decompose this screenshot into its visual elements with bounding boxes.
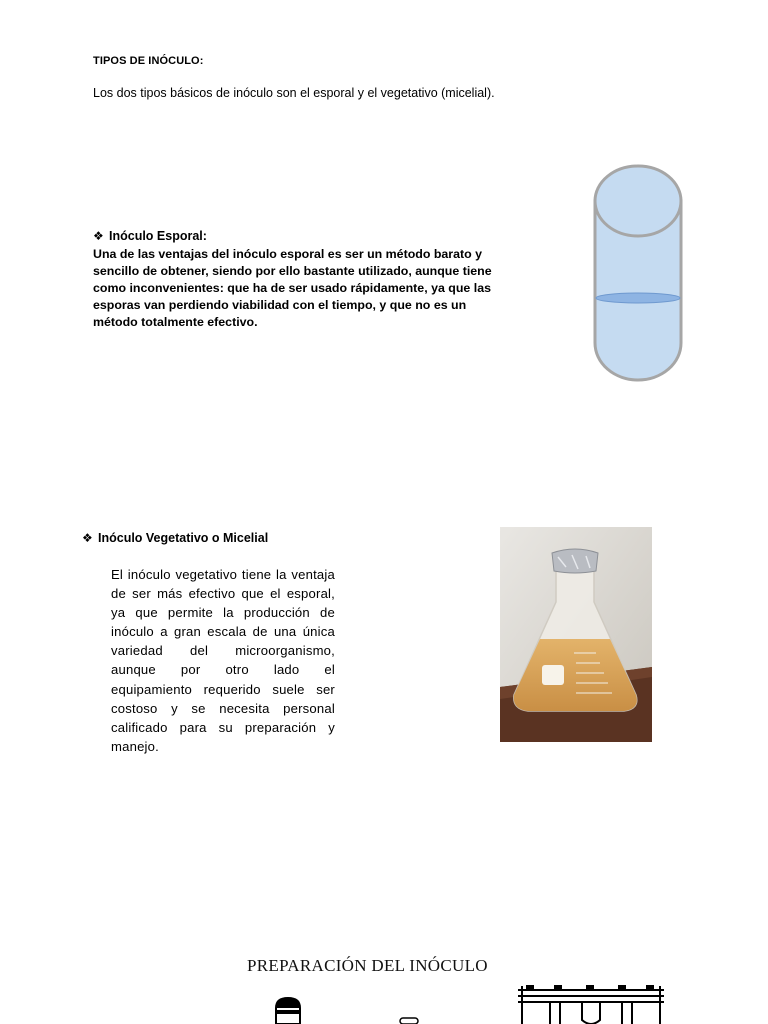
diamond-bullet-icon: ❖ xyxy=(82,531,93,545)
flask-photo xyxy=(500,527,652,742)
section-heading: TIPOS DE INÓCULO: xyxy=(93,55,204,67)
vegetativo-section-title xyxy=(82,531,268,545)
inoculum-preparation-diagram xyxy=(260,980,680,1024)
vegetativo-paragraph: El inóculo vegetativo tiene la ventaja de ser más efectivo que el esporal, ya que permite la producción de inóculo a gran escala de una única variedad del microorganismo, aunque por otro lado el equipamiento requerido suele ser costoso y se necesita personal calificado para su preparación y manejo. xyxy=(111,567,335,754)
esporal-section-title xyxy=(93,229,207,243)
esporal-title-text: Inóculo Esporal: xyxy=(109,229,207,243)
diagram-title: PREPARACIÓN DEL INÓCULO xyxy=(247,956,488,975)
test-tube-illustration xyxy=(590,163,686,383)
diamond-bullet-icon: ❖ xyxy=(93,229,104,243)
intro-paragraph: Los dos tipos básicos de inóculo son el esporal y el vegetativo (micelial). xyxy=(93,86,495,100)
vegetativo-title-text: Inóculo Vegetativo o Micelial xyxy=(98,531,269,545)
esporal-paragraph: Una de las ventajas del inóculo esporal es ser un método barato y sencillo de obtener, siendo por ello bastante utilizado, aunque tiene como inconvenientes: que ha de ser usado rápidamente, ya que las esporas van perdiendo viabilidad con el tiempo, y que no es un método totalmente efectivo. xyxy=(93,247,492,329)
